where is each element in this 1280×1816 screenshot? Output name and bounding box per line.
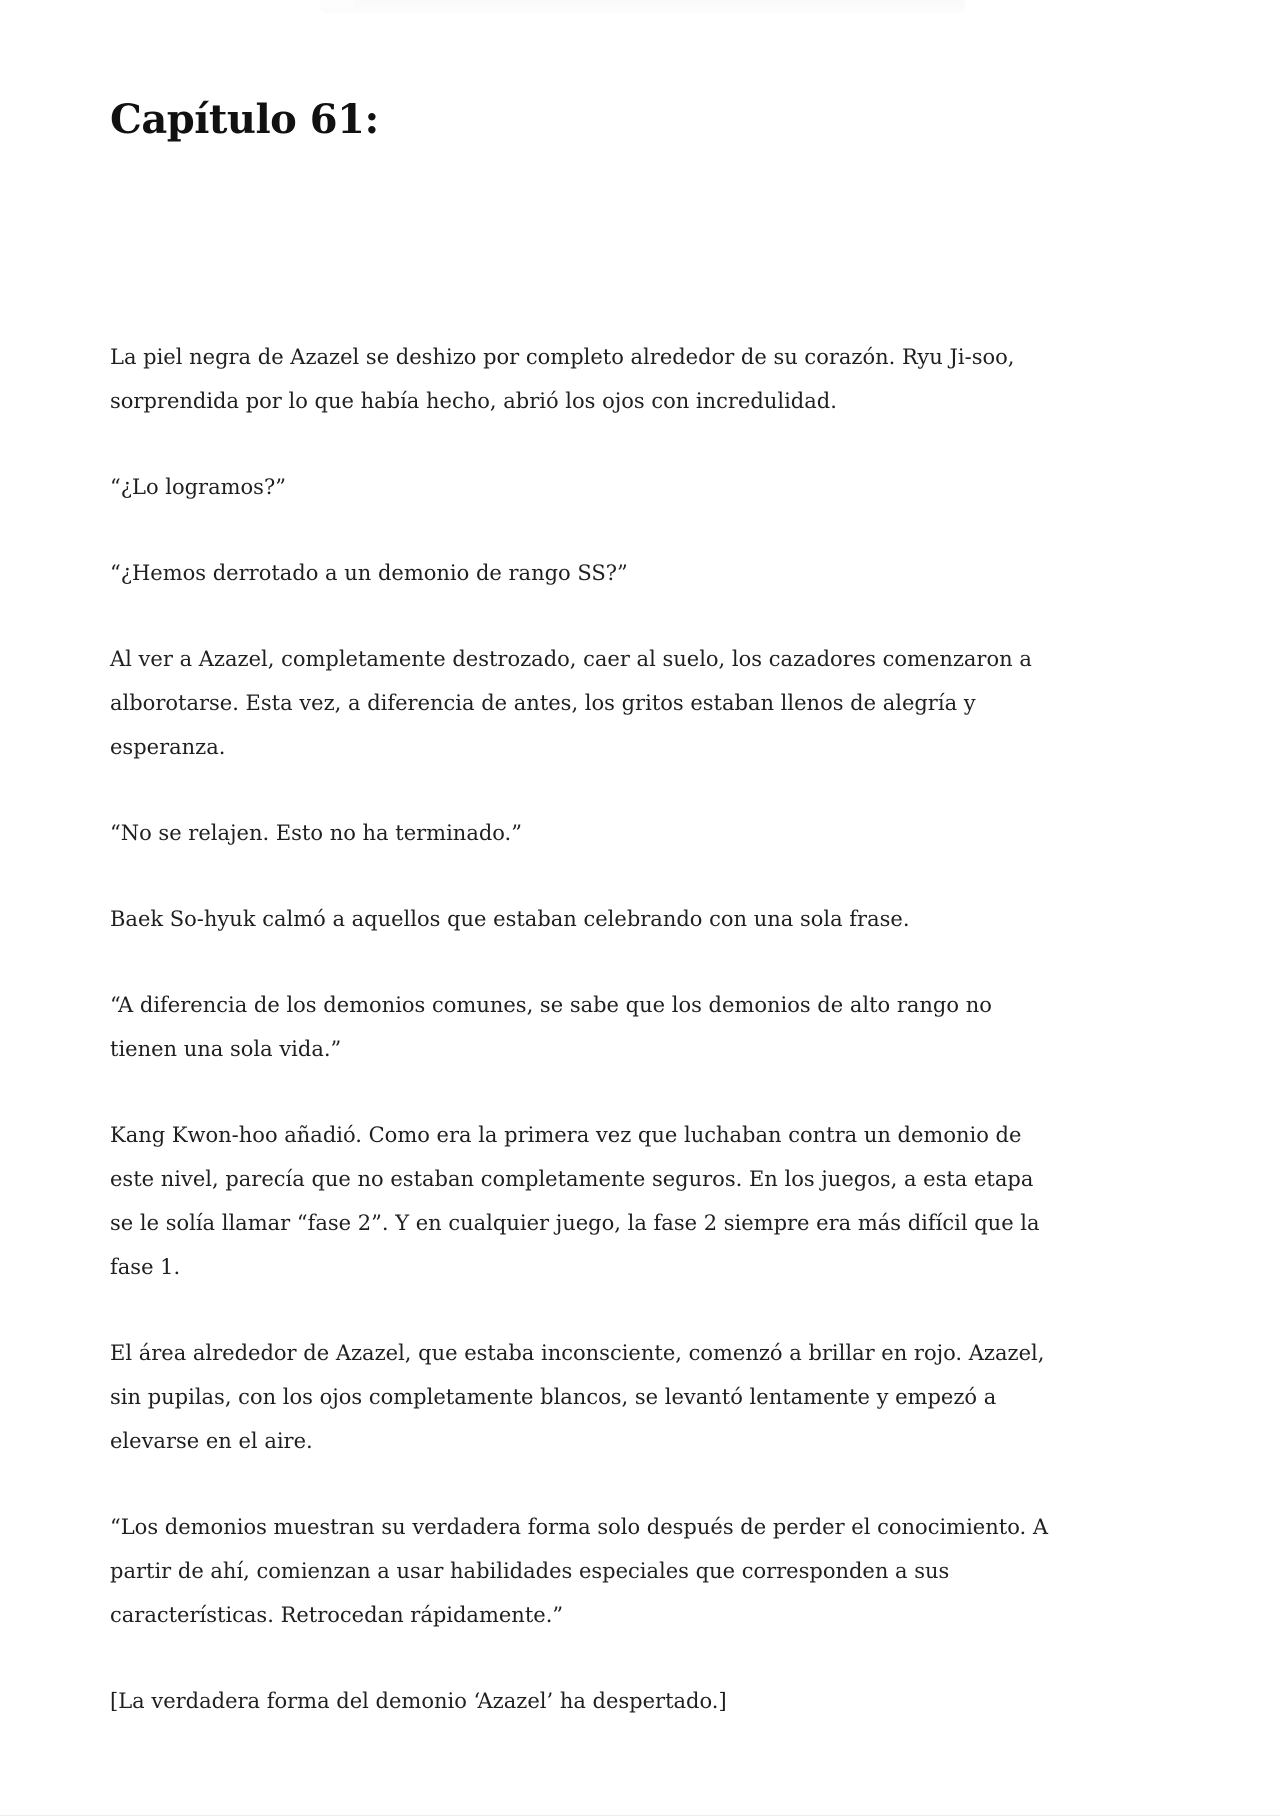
paragraph-dialogue: “Los demonios muestran su verdadera forma solo después de perder el conocimiento. A partir de ahí, comienzan a usar habilidades especiales que corresponden a sus características. Retrocedan rápidamente.” <box>110 1515 1048 1627</box>
paragraph: El área alrededor de Azazel, que estaba inconsciente, comenzó a brillar en rojo. Azazel, sin pupilas, con los ojos completamente blancos, se levantó lentamente y empezó a elevarse en el aire. <box>110 1341 1045 1453</box>
paragraph-dialogue: “¿Hemos derrotado a un demonio de rango SS?” <box>110 561 628 585</box>
chapter-content <box>110 0 1060 1765</box>
paragraph: Al ver a Azazel, completamente destrozado, caer al suelo, los cazadores comenzaron a alborotarse. Esta vez, a diferencia de antes, los gritos estaban llenos de alegría y esperanza. <box>110 647 1032 759</box>
paragraph: Kang Kwon-hoo añadió. Como era la primera vez que luchaban contra un demonio de este nivel, parecía que no estaban completamente seguros. En los juegos, a esta etapa se le solía llamar “fase 2”. Y en cualquier juego, la fase 2 siempre era más difícil que la fase 1. <box>110 1123 1040 1279</box>
paragraph: La piel negra de Azazel se deshizo por completo alrededor de su corazón. Ryu Ji-soo, sorprendida por lo que había hecho, abrió los ojos con incredulidad. <box>110 345 1015 413</box>
paragraph-dialogue: “No se relajen. Esto no ha terminado.” <box>110 821 522 845</box>
paragraph: Baek So-hyuk calmó a aquellos que estaban celebrando con una sola frase. <box>110 907 910 931</box>
paragraph-dialogue: “A diferencia de los demonios comunes, se sabe que los demonios de alto rango no tienen una sola vida.” <box>110 993 992 1061</box>
chapter-title: Capítulo 61: <box>110 96 379 143</box>
paragraph-system-message: [La verdadera forma del demonio ‘Azazel’ ha despertado.] <box>110 1689 727 1713</box>
paragraph-dialogue: “¿Lo logramos?” <box>110 475 286 499</box>
